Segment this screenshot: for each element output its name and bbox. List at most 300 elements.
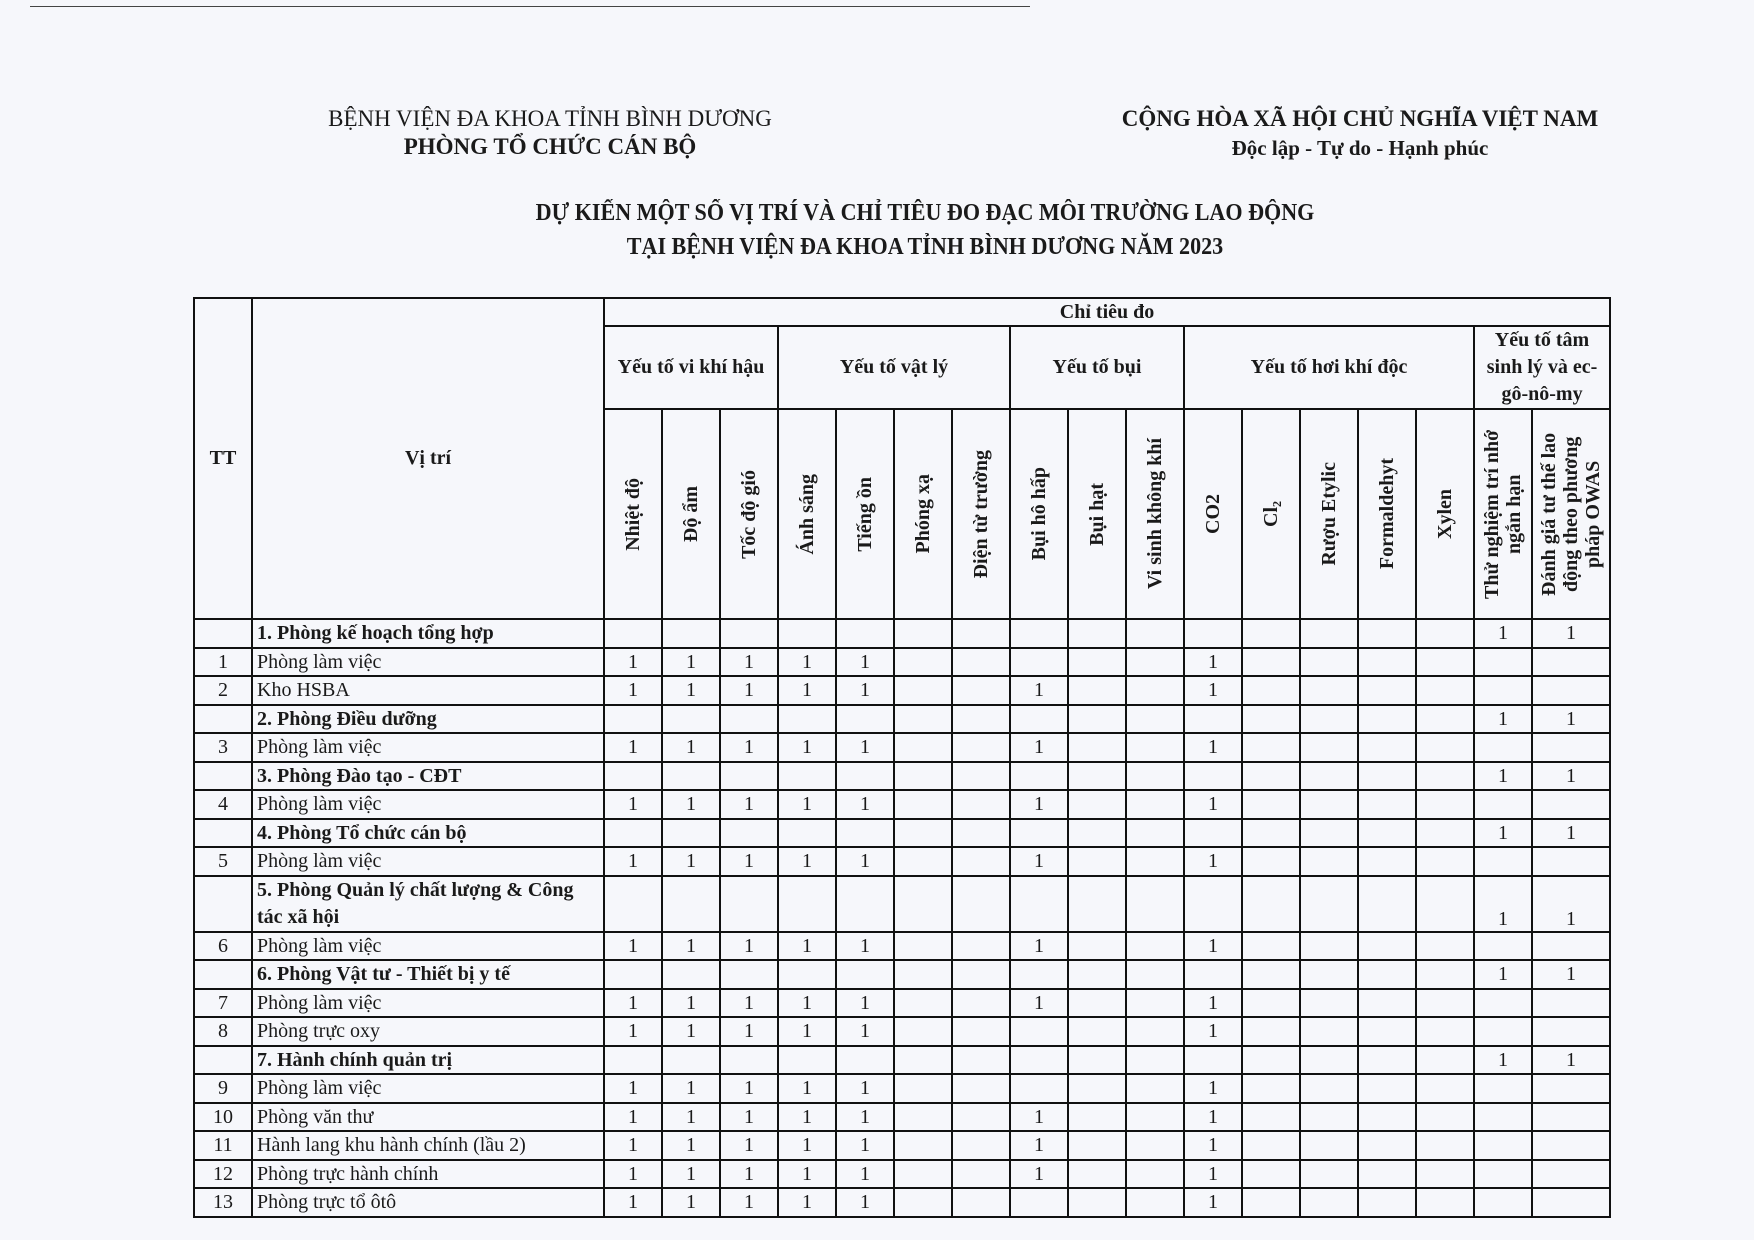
indicator-value bbox=[894, 960, 952, 989]
indicator-value bbox=[720, 876, 778, 932]
indicator-value bbox=[1532, 1160, 1610, 1189]
factor-group-header: Yếu tố hơi khí độc bbox=[1184, 326, 1474, 409]
row-number: 2 bbox=[194, 676, 252, 705]
indicator-header bbox=[720, 409, 778, 619]
table-row bbox=[194, 1160, 1610, 1189]
indicator-value bbox=[778, 762, 836, 791]
indicator-label: Điện từ trường bbox=[970, 449, 992, 579]
indicator-value bbox=[1068, 876, 1126, 932]
indicator-value: 1 bbox=[720, 648, 778, 677]
indicator-value bbox=[1068, 819, 1126, 848]
position-name: Phòng làm việc bbox=[252, 1074, 604, 1103]
indicator-value bbox=[1474, 733, 1532, 762]
indicator-header-wrap bbox=[1475, 410, 1531, 618]
section-row bbox=[194, 619, 1610, 648]
indicator-value: 1 bbox=[720, 989, 778, 1018]
indicator-value bbox=[894, 1103, 952, 1132]
indicator-value bbox=[1300, 1131, 1358, 1160]
indicator-value bbox=[952, 648, 1010, 677]
indicator-header-wrap bbox=[953, 410, 1009, 618]
indicator-value bbox=[1300, 733, 1358, 762]
indicator-value bbox=[1474, 1131, 1532, 1160]
indicator-value: 1 bbox=[604, 1017, 662, 1046]
indicator-value bbox=[604, 705, 662, 734]
indicator-value bbox=[1010, 960, 1068, 989]
indicator-value bbox=[1532, 989, 1610, 1018]
row-number: 13 bbox=[194, 1188, 252, 1217]
table-row bbox=[194, 932, 1610, 961]
indicator-value bbox=[1068, 762, 1126, 791]
indicator-value bbox=[1010, 1046, 1068, 1075]
indicator-value bbox=[1126, 932, 1184, 961]
indicator-value: 1 bbox=[1184, 733, 1242, 762]
indicator-header bbox=[778, 409, 836, 619]
indicator-value bbox=[952, 705, 1010, 734]
indicator-value bbox=[1068, 1074, 1126, 1103]
indicator-value bbox=[836, 762, 894, 791]
indicator-value bbox=[1184, 819, 1242, 848]
indicator-header bbox=[1068, 409, 1126, 619]
indicator-label: Cl₂ bbox=[1260, 501, 1282, 527]
indicator-value: 1 bbox=[720, 790, 778, 819]
indicator-header-wrap bbox=[1011, 410, 1067, 618]
indicator-value bbox=[1416, 648, 1474, 677]
indicator-value: 1 bbox=[662, 1160, 720, 1189]
indicator-value: 1 bbox=[836, 1160, 894, 1189]
indicator-value bbox=[1300, 648, 1358, 677]
indicator-value bbox=[1068, 847, 1126, 876]
indicator-value: 1 bbox=[778, 1074, 836, 1103]
indicator-value bbox=[1300, 619, 1358, 648]
indicator-value bbox=[778, 619, 836, 648]
factor-group-header: Yếu tố bụi bbox=[1010, 326, 1184, 409]
indicator-header bbox=[662, 409, 720, 619]
indicator-value bbox=[720, 705, 778, 734]
factor-group-header: Yếu tố vi khí hậu bbox=[604, 326, 778, 409]
indicator-value: 1 bbox=[778, 676, 836, 705]
indicator-header bbox=[604, 409, 662, 619]
indicator-value bbox=[1126, 733, 1184, 762]
indicator-value bbox=[952, 790, 1010, 819]
indicator-header bbox=[1416, 409, 1474, 619]
indicator-value bbox=[952, 989, 1010, 1018]
indicator-value bbox=[1358, 762, 1416, 791]
indicator-value bbox=[1300, 1188, 1358, 1217]
indicator-value: 1 bbox=[604, 1188, 662, 1217]
scan-top-line bbox=[30, 6, 1030, 7]
table-row bbox=[194, 989, 1610, 1018]
indicator-value bbox=[1358, 1103, 1416, 1132]
indicator-value bbox=[1474, 676, 1532, 705]
indicator-value bbox=[1474, 1017, 1532, 1046]
row-number bbox=[194, 876, 252, 932]
indicator-value: 1 bbox=[836, 1074, 894, 1103]
indicator-value bbox=[1068, 989, 1126, 1018]
section-title: 2. Phòng Điều dưỡng bbox=[252, 705, 604, 734]
section-row bbox=[194, 705, 1610, 734]
indicator-value: 1 bbox=[778, 1017, 836, 1046]
indicator-value: 1 bbox=[1474, 705, 1532, 734]
indicator-value bbox=[1358, 676, 1416, 705]
indicator-value bbox=[1126, 1074, 1184, 1103]
indicator-value: 1 bbox=[836, 648, 894, 677]
indicator-value bbox=[1068, 1131, 1126, 1160]
indicator-value: 1 bbox=[1010, 1160, 1068, 1189]
indicator-label: Tiếng ồn bbox=[854, 476, 876, 552]
section-row bbox=[194, 762, 1610, 791]
indicator-label: Phóng xạ bbox=[912, 474, 934, 554]
indicator-value: 1 bbox=[604, 648, 662, 677]
indicator-value bbox=[1242, 1074, 1300, 1103]
indicator-value bbox=[1300, 790, 1358, 819]
indicator-value: 1 bbox=[836, 790, 894, 819]
indicator-value bbox=[1068, 705, 1126, 734]
indicator-value bbox=[1300, 762, 1358, 791]
indicator-value bbox=[952, 676, 1010, 705]
indicator-value bbox=[894, 705, 952, 734]
indicator-header-wrap bbox=[1359, 410, 1415, 618]
indicator-value: 1 bbox=[778, 733, 836, 762]
indicator-value bbox=[1242, 876, 1300, 932]
indicator-value bbox=[836, 960, 894, 989]
indicator-value bbox=[1358, 932, 1416, 961]
row-number bbox=[194, 819, 252, 848]
indicator-value: 1 bbox=[720, 1160, 778, 1189]
indicator-value bbox=[1532, 1017, 1610, 1046]
table-row bbox=[194, 1074, 1610, 1103]
indicator-header-wrap bbox=[837, 410, 893, 618]
indicator-value: 1 bbox=[604, 1160, 662, 1189]
indicator-header-wrap bbox=[1185, 410, 1241, 618]
indicator-value bbox=[1416, 1188, 1474, 1217]
indicator-header-wrap bbox=[605, 410, 661, 618]
indicator-value bbox=[1416, 960, 1474, 989]
indicator-value: 1 bbox=[1184, 847, 1242, 876]
indicator-label: Ánh sáng bbox=[796, 473, 818, 555]
indicator-value bbox=[1068, 619, 1126, 648]
section-row bbox=[194, 960, 1610, 989]
indicator-value bbox=[778, 705, 836, 734]
indicator-value bbox=[894, 790, 952, 819]
indicator-value bbox=[1126, 1017, 1184, 1046]
indicator-value bbox=[952, 1074, 1010, 1103]
indicator-header-wrap bbox=[1069, 410, 1125, 618]
indicator-value bbox=[1068, 648, 1126, 677]
section-title: 3. Phòng Đào tạo - CĐT bbox=[252, 762, 604, 791]
nation-name: CỘNG HÒA XÃ HỘI CHỦ NGHĨA VIỆT NAM bbox=[1121, 106, 1599, 131]
indicator-value: 1 bbox=[1010, 790, 1068, 819]
indicator-value bbox=[720, 819, 778, 848]
indicator-value bbox=[952, 847, 1010, 876]
indicator-value bbox=[604, 1046, 662, 1075]
indicator-header-wrap bbox=[1127, 410, 1183, 618]
table-row bbox=[194, 847, 1610, 876]
indicator-value bbox=[1358, 847, 1416, 876]
indicator-value bbox=[1300, 932, 1358, 961]
indicator-label: Độ ẩm bbox=[680, 485, 702, 543]
header-row-1 bbox=[194, 298, 1610, 326]
indicator-value bbox=[1068, 1188, 1126, 1217]
column-header-group: Chỉ tiêu đo bbox=[604, 298, 1610, 326]
indicator-value: 1 bbox=[778, 1131, 836, 1160]
indicator-value bbox=[1358, 989, 1416, 1018]
indicator-value bbox=[1532, 1103, 1610, 1132]
indicator-header bbox=[1474, 409, 1532, 619]
indicator-label: Bụi hô hấp bbox=[1028, 467, 1050, 561]
indicator-value bbox=[1416, 1160, 1474, 1189]
indicator-value bbox=[1300, 705, 1358, 734]
indicator-value bbox=[1416, 1017, 1474, 1046]
indicator-value bbox=[1358, 1017, 1416, 1046]
indicator-value: 1 bbox=[662, 1017, 720, 1046]
indicator-value: 1 bbox=[836, 932, 894, 961]
indicator-value bbox=[1532, 1074, 1610, 1103]
indicator-value bbox=[604, 762, 662, 791]
indicator-value: 1 bbox=[1010, 1103, 1068, 1132]
indicator-value: 1 bbox=[836, 1103, 894, 1132]
indicator-value: 1 bbox=[604, 989, 662, 1018]
indicator-value bbox=[1184, 705, 1242, 734]
indicator-value bbox=[604, 819, 662, 848]
indicator-value bbox=[1010, 819, 1068, 848]
indicator-value bbox=[894, 1160, 952, 1189]
indicator-value bbox=[1242, 819, 1300, 848]
indicator-value bbox=[894, 1131, 952, 1160]
indicator-value bbox=[1532, 648, 1610, 677]
indicator-header-wrap bbox=[1301, 410, 1357, 618]
indicator-value: 1 bbox=[1010, 989, 1068, 1018]
indicator-value bbox=[1358, 1046, 1416, 1075]
indicator-value bbox=[1532, 676, 1610, 705]
indicator-value bbox=[1242, 1160, 1300, 1189]
indicator-value: 1 bbox=[1184, 989, 1242, 1018]
indicator-value bbox=[1126, 847, 1184, 876]
indicator-value bbox=[1126, 1188, 1184, 1217]
indicator-value: 1 bbox=[1184, 790, 1242, 819]
indicator-value: 1 bbox=[778, 847, 836, 876]
indicator-value bbox=[1416, 989, 1474, 1018]
indicator-value bbox=[1416, 676, 1474, 705]
indicator-value bbox=[952, 1188, 1010, 1217]
table-row bbox=[194, 1103, 1610, 1132]
indicator-value: 1 bbox=[1474, 876, 1532, 932]
indicator-value: 1 bbox=[720, 676, 778, 705]
indicator-value bbox=[1358, 1131, 1416, 1160]
indicator-value bbox=[952, 762, 1010, 791]
indicator-header-wrap bbox=[895, 410, 951, 618]
indicator-value bbox=[1416, 1074, 1474, 1103]
indicator-value bbox=[1532, 932, 1610, 961]
indicator-value: 1 bbox=[720, 1017, 778, 1046]
indicator-value: 1 bbox=[1532, 876, 1610, 932]
indicator-value: 1 bbox=[1184, 1074, 1242, 1103]
indicator-value bbox=[1532, 790, 1610, 819]
indicator-header bbox=[1126, 409, 1184, 619]
factor-group-header: Yếu tố vật lý bbox=[778, 326, 1010, 409]
section-row bbox=[194, 819, 1610, 848]
position-name: Phòng làm việc bbox=[252, 790, 604, 819]
indicator-value: 1 bbox=[836, 989, 894, 1018]
indicator-value bbox=[1126, 676, 1184, 705]
indicator-value bbox=[1010, 876, 1068, 932]
indicator-value bbox=[1474, 1103, 1532, 1132]
indicator-value bbox=[1242, 1131, 1300, 1160]
indicator-value bbox=[662, 619, 720, 648]
indicator-value bbox=[1300, 876, 1358, 932]
indicator-value: 1 bbox=[1532, 705, 1610, 734]
indicator-value: 1 bbox=[836, 1017, 894, 1046]
indicator-header bbox=[1242, 409, 1300, 619]
indicator-value bbox=[1126, 790, 1184, 819]
indicator-value bbox=[1532, 1188, 1610, 1217]
indicator-value bbox=[894, 648, 952, 677]
row-number bbox=[194, 705, 252, 734]
indicator-value bbox=[604, 876, 662, 932]
indicator-value bbox=[1242, 1046, 1300, 1075]
indicator-value bbox=[952, 1160, 1010, 1189]
indicator-value bbox=[894, 762, 952, 791]
indicator-value bbox=[1184, 1046, 1242, 1075]
document-title bbox=[442, 196, 1408, 264]
indicator-value: 1 bbox=[604, 733, 662, 762]
indicator-header-wrap bbox=[1533, 410, 1609, 618]
nation-motto: Độc lập - Tự do - Hạnh phúc bbox=[1231, 136, 1489, 160]
indicator-value: 1 bbox=[662, 932, 720, 961]
indicator-value bbox=[1416, 1131, 1474, 1160]
indicator-value bbox=[952, 1017, 1010, 1046]
indicator-value bbox=[1358, 733, 1416, 762]
indicator-header bbox=[1358, 409, 1416, 619]
indicator-value bbox=[1126, 876, 1184, 932]
indicator-value bbox=[1358, 819, 1416, 848]
measurement-table bbox=[193, 297, 1611, 1218]
indicator-value: 1 bbox=[720, 733, 778, 762]
indicator-header bbox=[1300, 409, 1358, 619]
indicator-value bbox=[894, 1017, 952, 1046]
indicator-value: 1 bbox=[604, 847, 662, 876]
indicator-value: 1 bbox=[836, 847, 894, 876]
indicator-value bbox=[1416, 762, 1474, 791]
section-title: 7. Hành chính quản trị bbox=[252, 1046, 604, 1075]
indicator-value bbox=[894, 676, 952, 705]
indicator-value bbox=[1010, 1017, 1068, 1046]
indicator-value bbox=[1068, 932, 1126, 961]
indicator-value bbox=[1242, 705, 1300, 734]
indicator-value: 1 bbox=[778, 989, 836, 1018]
position-name: Phòng trực oxy bbox=[252, 1017, 604, 1046]
position-name: Hành lang khu hành chính (lầu 2) bbox=[252, 1131, 604, 1160]
indicator-value bbox=[894, 932, 952, 961]
position-name: Phòng làm việc bbox=[252, 648, 604, 677]
indicator-value bbox=[1474, 932, 1532, 961]
indicator-value bbox=[1242, 676, 1300, 705]
indicator-value bbox=[1126, 1103, 1184, 1132]
indicator-value bbox=[1416, 733, 1474, 762]
indicator-value bbox=[894, 819, 952, 848]
indicator-header-wrap bbox=[663, 410, 719, 618]
indicator-value bbox=[1126, 989, 1184, 1018]
indicator-value: 1 bbox=[1184, 1188, 1242, 1217]
indicator-value bbox=[1474, 1160, 1532, 1189]
indicator-value: 1 bbox=[1532, 1046, 1610, 1075]
indicator-value bbox=[1532, 1131, 1610, 1160]
indicator-value bbox=[778, 1046, 836, 1075]
indicator-header-wrap bbox=[779, 410, 835, 618]
indicator-value bbox=[1010, 648, 1068, 677]
indicator-value bbox=[1532, 733, 1610, 762]
indicator-value bbox=[1010, 762, 1068, 791]
indicator-header bbox=[894, 409, 952, 619]
indicator-value bbox=[1242, 1188, 1300, 1217]
indicator-value bbox=[1126, 1131, 1184, 1160]
indicator-value bbox=[894, 733, 952, 762]
indicator-value: 1 bbox=[604, 932, 662, 961]
row-number: 4 bbox=[194, 790, 252, 819]
indicator-value bbox=[1242, 960, 1300, 989]
indicator-value bbox=[662, 876, 720, 932]
indicator-value bbox=[1416, 790, 1474, 819]
indicator-value bbox=[1068, 676, 1126, 705]
indicator-value: 1 bbox=[836, 676, 894, 705]
indicator-value bbox=[1184, 960, 1242, 989]
indicator-label: Rượu Etylic bbox=[1318, 462, 1340, 566]
indicator-value bbox=[1242, 1103, 1300, 1132]
row-number: 1 bbox=[194, 648, 252, 677]
indicator-value: 1 bbox=[1474, 762, 1532, 791]
indicator-value bbox=[1242, 790, 1300, 819]
indicator-value: 1 bbox=[1474, 619, 1532, 648]
indicator-value bbox=[1358, 876, 1416, 932]
indicator-value: 1 bbox=[662, 1074, 720, 1103]
indicator-value: 1 bbox=[662, 790, 720, 819]
indicator-value bbox=[1010, 619, 1068, 648]
indicator-value bbox=[720, 1046, 778, 1075]
indicator-value bbox=[778, 960, 836, 989]
hospital-name: BỆNH VIỆN ĐA KHOA TỈNH BÌNH DƯƠNG bbox=[328, 106, 772, 131]
indicator-value bbox=[1300, 1160, 1358, 1189]
department-name: PHÒNG TỔ CHỨC CÁN BỘ bbox=[403, 134, 697, 159]
indicator-value bbox=[952, 932, 1010, 961]
indicator-header bbox=[1010, 409, 1068, 619]
table-row bbox=[194, 1131, 1610, 1160]
indicator-label: Xylen bbox=[1434, 489, 1456, 539]
row-number: 9 bbox=[194, 1074, 252, 1103]
indicator-value: 1 bbox=[720, 1131, 778, 1160]
indicator-value bbox=[1532, 847, 1610, 876]
row-number: 8 bbox=[194, 1017, 252, 1046]
indicator-value bbox=[1068, 790, 1126, 819]
indicator-value: 1 bbox=[778, 1160, 836, 1189]
indicator-value bbox=[1300, 960, 1358, 989]
indicator-label: Thử nghiệm trí nhớ ngắn hạn bbox=[1481, 429, 1525, 599]
indicator-value bbox=[778, 819, 836, 848]
indicator-value bbox=[1358, 1074, 1416, 1103]
indicator-value bbox=[720, 619, 778, 648]
indicator-value bbox=[1010, 1188, 1068, 1217]
column-header-tt: TT bbox=[194, 298, 252, 619]
indicator-value: 1 bbox=[778, 1188, 836, 1217]
indicator-value: 1 bbox=[720, 1074, 778, 1103]
title-line-1: DỰ KIẾN MỘT SỐ VỊ TRÍ VÀ CHỈ TIÊU ĐO ĐẠC MÔI TRƯỜNG LAO ĐỘNG bbox=[535, 200, 1315, 226]
indicator-value bbox=[1358, 1188, 1416, 1217]
indicator-value: 1 bbox=[720, 1103, 778, 1132]
indicator-value: 1 bbox=[662, 847, 720, 876]
indicator-value bbox=[1474, 847, 1532, 876]
indicator-value: 1 bbox=[662, 733, 720, 762]
indicator-value: 1 bbox=[604, 676, 662, 705]
indicator-value bbox=[1068, 1160, 1126, 1189]
indicator-label: Tốc độ gió bbox=[738, 469, 760, 559]
